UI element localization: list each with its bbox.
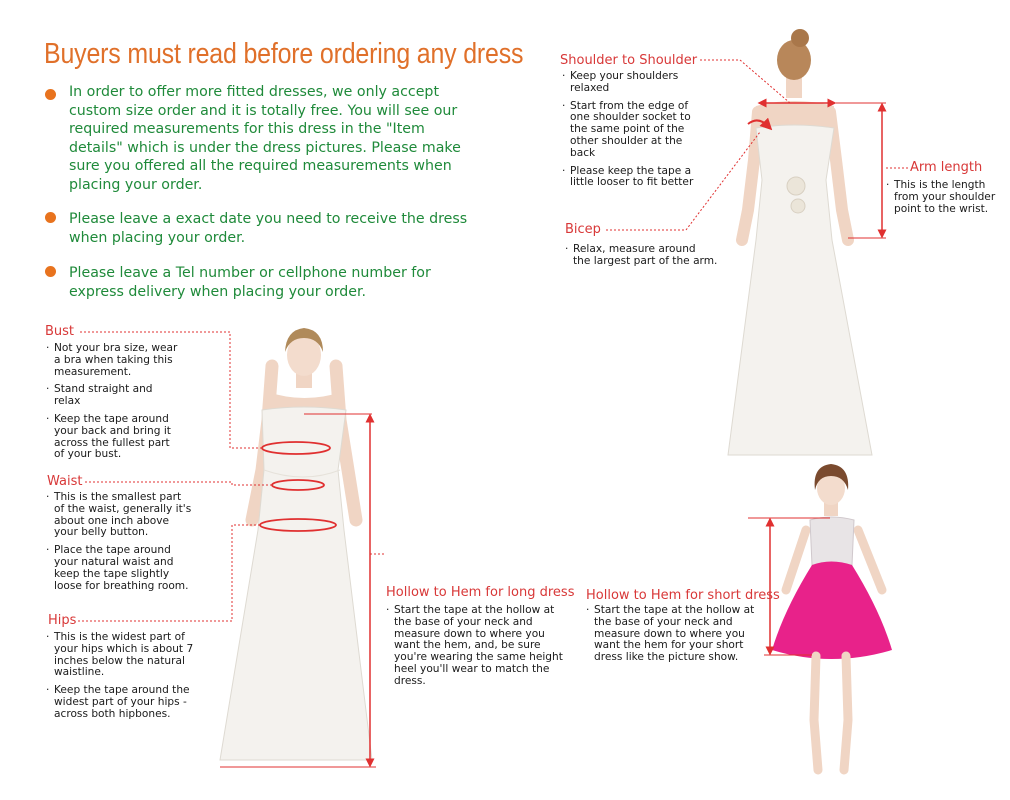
page-title: Buyers must read before ordering any dress [44, 38, 524, 70]
shoulder-point: Keep your shoulders relaxed [570, 70, 679, 94]
bicep-points [565, 244, 735, 274]
hollow-short-heading: Hollow to Hem for short dress [586, 588, 780, 603]
list-item: · Stand straight and relax [46, 383, 153, 408]
hips-heading: Hips [48, 613, 77, 628]
list-item: · Start the tape at the hollow at the base of your neck and measure down to where you want the hem, and, be sure you're wearing the same height heel you'll wear to match the dress. [386, 604, 563, 687]
list-item: · Keep your shoulders relaxed [562, 70, 679, 94]
note-delivery-date: Please leave a exact date you need to receive the dress when placing your order. [69, 211, 468, 246]
note-custom-size: In order to offer more fitted dresses, we only accept custom size order and it is totally free. You will see our required measurements for this dress in the "Item details" which is under the dress pictures. Please make sure you offered all the required measurements when placing your order. [69, 84, 461, 193]
bust-point: Not your bra size, wear a bra when taking this measurement. [54, 342, 178, 378]
list-item: · This is the widest part of your hips which is about 7 inches below the natural waistline. [46, 631, 194, 679]
waist-points [46, 492, 226, 598]
hollow-short-point: Start the tape at the hollow at the base of your neck and measure down to where you want the hem for your short dress like the picture show. [594, 604, 755, 664]
waist-point: Place the tape around your natural waist and keep the tape slightly loose for breathing room. [54, 544, 189, 592]
model-long-dress-back [728, 29, 872, 455]
list-item: · Keep the tape around your back and bring it across the fullest part of your bust. [46, 412, 171, 461]
model-long-dress-front [220, 328, 372, 760]
list-item: · This is the smallest part of the waist, generally it's about one inch above your belly button. [46, 491, 192, 539]
shoulder-points [562, 71, 712, 195]
list-item: · Please keep the tape a little looser to fit better [562, 164, 694, 189]
bicep-point: Relax, measure around the largest part of the arm. [573, 243, 718, 267]
list-item: · Place the tape around your natural waist and keep the tape slightly loose for breathing room. [46, 544, 189, 592]
hips-points [46, 632, 226, 727]
list-item: · Keep the tape around the widest part of your hips - across both hipbones. [46, 684, 190, 720]
list-item: · Not your bra size, wear a bra when taking this measurement. [46, 342, 178, 378]
bicep-heading: Bicep [565, 222, 601, 237]
shoulder-heading: Shoulder to Shoulder [560, 53, 698, 68]
list-item: · This is the length from your shoulder point to the wrist. [886, 179, 996, 215]
list-item: · Start from the edge of one shoulder socket to the same point of the other shoulder at the back [562, 99, 691, 159]
hollow-short-points [586, 605, 766, 670]
arm-length-points [886, 180, 1008, 221]
list-item: · Start the tape at the hollow at the base of your neck and measure down to where you want the hem for your short dress like the picture show. [586, 604, 755, 664]
shoulder-point: Please keep the tape a little looser to fit better [570, 164, 694, 189]
shoulder-point: Start from the edge of one shoulder socket to the same point of the other shoulder at the back [570, 99, 691, 159]
hips-point: Keep the tape around the widest part of your hips - across both hipbones. [54, 684, 190, 720]
hips-point: This is the widest part of your hips which is about 7 inches below the natural waistline. [54, 631, 194, 679]
hollow-long-heading: Hollow to Hem for long dress [386, 585, 575, 600]
bust-points [46, 343, 226, 467]
waist-heading: Waist [47, 474, 83, 489]
hollow-long-points [386, 605, 576, 694]
arm-length-point: This is the length from your shoulder point to the wrist. [894, 179, 996, 215]
bust-heading: Bust [45, 324, 75, 339]
hollow-long-point: Start the tape at the hollow at the base of your neck and measure down to where you want the hem, and, be sure you're wearing the same height heel you'll wear to match the dress. [394, 604, 563, 687]
bust-point: Keep the tape around your back and bring it across the fullest part of your bust. [54, 412, 171, 461]
bust-point: Stand straight and relax [54, 383, 153, 408]
list-item: · Relax, measure around the largest part of the arm. [565, 243, 718, 267]
waist-point: This is the smallest part of the waist, generally it's about one inch above your belly button. [54, 491, 192, 539]
note-phone-number: Please leave a Tel number or cellphone number for express delivery when placing your order. [69, 265, 431, 300]
arm-length-heading: Arm length [910, 160, 983, 175]
model-short-dress [772, 464, 892, 770]
